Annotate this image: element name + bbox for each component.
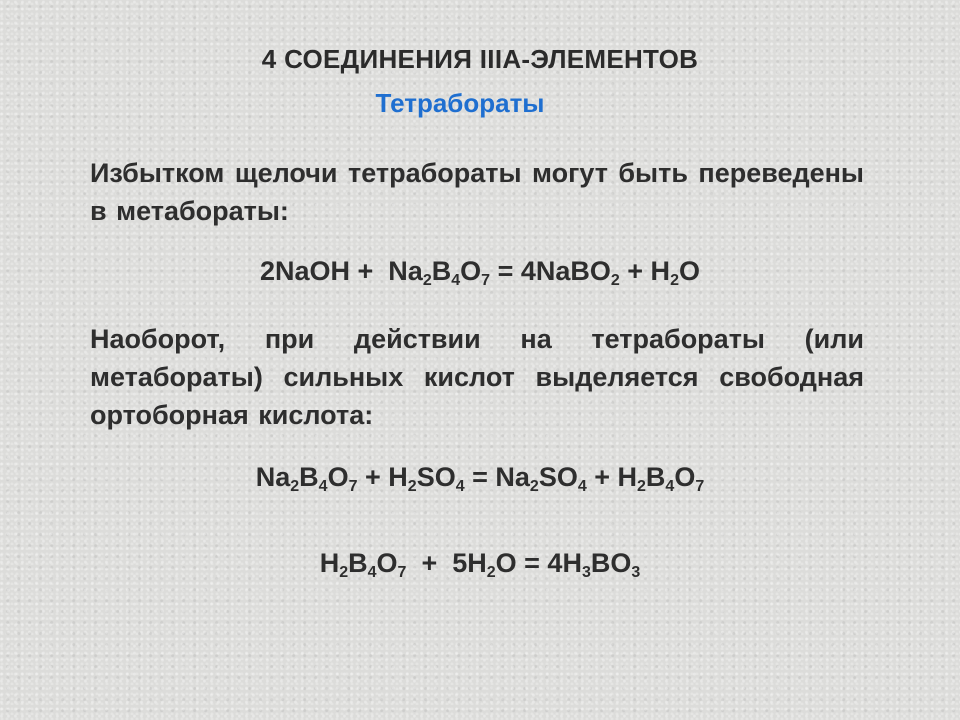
paragraph-alkali: Избытком щелочи тетрабораты могут быть переведены в метабораты: xyxy=(90,158,864,226)
equation-orthoboric-acid: $H_2B_4O_7 + 5H_2O = 4H_3BO_3$ xyxy=(319,548,641,581)
slide-subtitle: Тетрабораты xyxy=(375,88,545,118)
equation-metaborate: 2NaOH + $Na_2B_4O_7$ = 4NaBO$_2$ + $H_2O$ xyxy=(260,256,700,289)
equation-acid-reaction: $Na_2B_4O_7 + H_2SO_4 = Na_2SO_4 + H_2B_4O_7$ xyxy=(255,462,705,495)
slide-title: 4 СОЕДИНЕНИЯ IIIA-ЭЛЕМЕНТОВ xyxy=(261,44,699,74)
paragraph-acid: Наоборот, при действии на тетрабораты (или метабораты) сильных кислот выделяется свободная ортоборная кислота: xyxy=(90,324,864,430)
